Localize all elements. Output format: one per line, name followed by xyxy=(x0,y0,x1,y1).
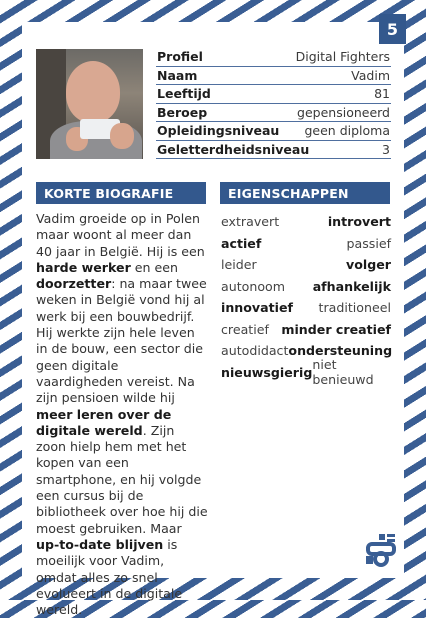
trait-left: leider xyxy=(221,257,257,273)
profile-label: Leeftijd xyxy=(157,86,211,102)
trait-row xyxy=(221,297,391,319)
profile-value: 3 xyxy=(382,141,390,157)
trait-right: introvert xyxy=(327,214,391,230)
profile-row xyxy=(156,85,391,104)
trait-left: autonoom xyxy=(221,278,286,294)
trait-row xyxy=(221,233,391,255)
profile-value: 81 xyxy=(374,86,390,102)
profile-row xyxy=(156,48,391,67)
trait-left: actief xyxy=(221,235,262,251)
profile-row xyxy=(156,141,391,160)
bio-segment: . Zijn zoon hielp hem met het kopen van een smartphone, en hij volgde een cursus bij de bibliotheek over hoe hij die moest gebruiken. Maar xyxy=(36,422,208,536)
trait-right: ondersteuning xyxy=(288,343,393,359)
bio-highlight: meer leren over de digitale wereld xyxy=(36,406,172,438)
trait-right: passief xyxy=(346,235,391,251)
bio-segment: Vadim groeide op in Polen maar woont al meer dan 40 jaar in België. Hij is een xyxy=(36,211,205,259)
profile-value: gepensioneerd xyxy=(297,104,390,120)
trait-row xyxy=(221,211,391,233)
profile-label: Beroep xyxy=(157,104,208,120)
bio-segment: is moeilijk voor Vadim, omdat alles zo snel evolueert in de digitale wereld. xyxy=(36,536,183,618)
bio-highlight: harde werker xyxy=(36,259,131,275)
profile-label: Profiel xyxy=(157,49,203,65)
trait-row xyxy=(221,254,391,276)
profile-row xyxy=(156,67,391,86)
profile-value: Digital Fighters xyxy=(295,49,390,65)
profile-row xyxy=(156,122,391,141)
dm-logo-icon xyxy=(365,532,397,568)
trait-right: niet benieuwd xyxy=(312,357,374,388)
bio-text xyxy=(36,211,208,618)
trait-right: afhankelijk xyxy=(312,278,391,294)
traits-heading: EIGENSCHAPPEN xyxy=(220,182,390,204)
profile-table xyxy=(156,48,391,159)
trait-left: autodidact xyxy=(221,343,289,359)
page-number: 5 xyxy=(379,14,406,44)
profile-row xyxy=(156,104,391,123)
profile-value: Vadim xyxy=(351,67,390,83)
trait-right: volger xyxy=(346,257,391,273)
profile-value: geen diploma xyxy=(304,123,390,139)
trait-row xyxy=(221,319,391,341)
traits-list xyxy=(221,211,393,388)
profile-label: Geletterdheidsniveau xyxy=(157,141,310,157)
trait-left: innovatief xyxy=(221,300,293,316)
bio-segment: : na maar twee weken in België vond hij al werk bij een bouwbedrijf. Hij werkte zijn hele leven in de bouw, een sector die geen digitale vaardigheden vereist. Na zijn pensioen wilde hij xyxy=(36,276,207,406)
bio-highlight: up-to-date blijven xyxy=(36,536,164,552)
bio-highlight: doorzetter xyxy=(36,276,112,292)
persona-card xyxy=(22,22,404,618)
trait-row xyxy=(221,276,391,298)
persona-photo xyxy=(36,49,143,159)
bio-heading: KORTE BIOGRAFIE xyxy=(36,182,206,204)
profile-label: Naam xyxy=(157,67,198,83)
trait-left: nieuwsgierig xyxy=(221,364,313,380)
trait-right: traditioneel xyxy=(318,300,391,316)
trait-left: creatief xyxy=(221,321,269,337)
trait-right: minder creatief xyxy=(281,321,391,337)
trait-row xyxy=(221,357,391,388)
trait-left: extravert xyxy=(221,214,280,230)
bio-segment: en een xyxy=(130,259,179,275)
profile-label: Opleidingsniveau xyxy=(157,123,280,139)
